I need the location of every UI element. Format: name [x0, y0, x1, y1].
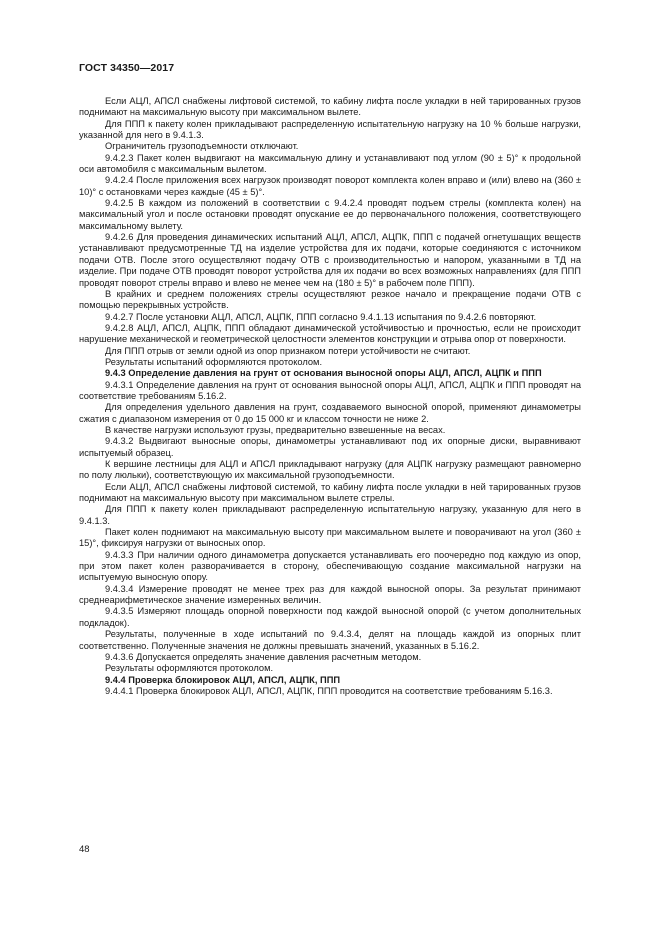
- paragraph: В качестве нагрузки используют грузы, предварительно взвешенные на весах.: [105, 424, 446, 435]
- paragraph: 9.4.2.8 АЦЛ, АПСЛ, АЦПК, ППП обладают динамической устойчивостью и прочностью, если не происходит нарушение механической и геометрической целостности элементов конструкции и отрыва опор от поверхности.: [79, 322, 581, 345]
- paragraph: 9.4.3.1 Определение давления на грунт от основания выносной опоры АЦЛ, АПСЛ, АЦПК и ППП проводят на соответствие требованиям 5.16.2.: [79, 379, 581, 401]
- paragraph: В крайних и среднем положениях стрелы осуществляют резкое начало и прекращение подачи ОТВ с помощью перекрывных устройств.: [79, 288, 581, 311]
- paragraph: Для ППП к пакету колен прикладывают распределенную испытательную нагрузку на 10 % больше нагрузки, указанной для него в 9.4.1.3.: [79, 118, 581, 141]
- paragraph: 9.4.2.5 В каждом из положений в соответствии с 9.4.2.4 проводят подъем стрелы (комплекта колен) на максимальный угол и после остановки проводят опускание ее до первоначального положения, соответствующего максимальному вылету.: [79, 198, 581, 231]
- paragraph: Для ППП отрыв от земли одной из опор признаком потери устойчивости не считают.: [105, 345, 471, 356]
- paragraph: 9.4.2.4 После приложения всех нагрузок производят поворот комплекта колен вправо и (или) влево на (360 ± 10)° с остановками через каждые (45 ± 5)°.: [79, 175, 581, 197]
- paragraph: 9.4.3.6 Допускается определять значение давления расчетным методом.: [105, 651, 422, 662]
- paragraph: 9.4.2.7 После установки АЦЛ, АПСЛ, АЦПК, ППП согласно 9.4.1.13 испытания по 9.4.2.6 повторяют.: [105, 311, 537, 322]
- paragraph: 9.4.4.1 Проверка блокировок АЦЛ, АПСЛ, АЦПК, ППП проводится на соответствие требованиям 5.16.3.: [105, 685, 553, 696]
- paragraph: Ограничитель грузоподъемности отключают.: [105, 141, 299, 152]
- paragraph: 9.4.2.6 Для проведения динамических испытаний АЦЛ, АПСЛ, АЦПК, ППП с подачей огнетушащих веществ устанавливают предусмотренные ТД на изделие устройства для их подачи, которые соединяются с источником подачи ОТВ. После этого осуществляют подачу ОТВ с производительностью и напором, указанными в ТД на изделие. При подаче ОТВ проводят поворот устройства для их подачи во всех возможных направлениях (для ППП проводят поворот стрелы вправо и влево не менее чем на (180 ± 5)° в рабочем поле ППП).: [79, 232, 581, 288]
- paragraph: Пакет колен поднимают на максимальную высоту при максимальном вылете и поворачивают на угол (360 ± 15)°, фиксируя нагрузки от выносных опор.: [79, 527, 581, 549]
- paragraph: 9.4.3.3 При наличии одного динамометра допускается устанавливать его поочередно под каждую из опор, при этом пакет колен разворачивается в сторону, обеспечивающую создание максимальной нагрузки на испытуемую выносную опору.: [79, 549, 581, 583]
- paragraph: Результаты оформляются протоколом.: [105, 663, 274, 674]
- paragraph: 9.4.2.3 Пакет колен выдвигают на максимальную длину и устанавливают под углом (90 ± 5)° к продольной оси автомобиля с максимальным вылетом.: [79, 152, 581, 175]
- document-body: [79, 96, 581, 697]
- paragraph: Если АЦЛ, АПСЛ снабжены лифтовой системой, то кабину лифта после укладки в ней тарированных грузов поднимают на максимальную высоту при максимальном вылете стрелы.: [79, 481, 581, 504]
- section-heading: 9.4.3 Определение давления на грунт от основания выносной опоры АЦЛ, АПСЛ, АЦПК и ППП: [105, 368, 542, 379]
- paragraph: Результаты испытаний оформляются протоколом.: [105, 356, 323, 367]
- paragraph: 9.4.3.2 Выдвигают выносные опоры, динамометры устанавливают под их опорные диски, выравнивают испытуемый образец.: [79, 436, 581, 458]
- paragraph: 9.4.3.5 Измеряют площадь опорной поверхности под каждой выносной опорой (с учетом дополнительных подкладок).: [79, 606, 581, 628]
- paragraph: Для ППП к пакету колен прикладывают распределенную испытательную нагрузку, указанную для него в 9.4.1.3.: [79, 504, 581, 526]
- document-standard-title: ГОСТ 34350—2017: [79, 62, 175, 74]
- paragraph: Для определения удельного давления на грунт, создаваемого выносной опорой, применяют динамометры сжатия с диапазоном измерения от 0 до 15 000 кг и классом точности не ниже 2.: [79, 402, 581, 424]
- paragraph: Результаты, полученные в ходе испытаний по 9.4.3.4, делят на площадь каждой из опорных плит соответственно. Полученные значения не должны превышать значений, указанных в 5.16.2.: [79, 629, 581, 651]
- paragraph: 9.4.3.4 Измерение проводят не менее трех раз для каждой выносной опоры. За результат принимают среднеарифметическое значение измеренных величин.: [79, 583, 581, 606]
- page-number: 48: [79, 844, 90, 855]
- section-heading: 9.4.4 Проверка блокировок АЦЛ, АПСЛ, АЦПК, ППП: [105, 674, 341, 685]
- paragraph: Если АЦЛ, АПСЛ снабжены лифтовой системой, то кабину лифта после укладки в ней тарированных грузов поднимают на максимальную высоту при максимальном вылете.: [79, 96, 581, 118]
- paragraph: К вершине лестницы для АЦЛ и АПСЛ прикладывают нагрузку (для АЦПК нагрузку размещают равномерно по полу люльки), соответствующую их максимальной грузоподъемности.: [79, 459, 581, 481]
